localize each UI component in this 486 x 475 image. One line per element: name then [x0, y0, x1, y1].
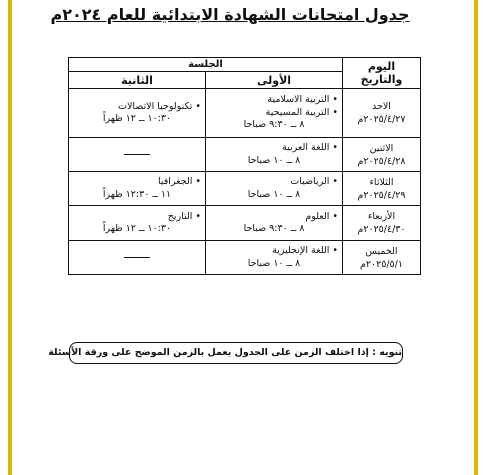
table-row: [69, 172, 421, 206]
exam-time: ٨ ــ ١٠ صباحا: [247, 257, 301, 269]
header-first-session: الأولى: [206, 72, 343, 89]
table-row: [69, 241, 421, 275]
page-border-left: [8, 0, 12, 475]
first-session-cell: [206, 89, 343, 138]
day-cell: [343, 172, 421, 206]
second-session-cell: [69, 172, 206, 206]
day-cell: [343, 206, 421, 241]
subject: • الرياضيات: [210, 176, 338, 189]
subject: • اللغة العربية: [210, 142, 338, 155]
header-second-session: الثانية: [69, 72, 206, 89]
table-row: [69, 89, 421, 138]
exam-time: ٨ ــ ٩:٣٠ صباحا: [243, 223, 305, 234]
subject: • العلوم: [210, 211, 338, 224]
second-session-cell: [69, 89, 206, 138]
exam-time: ١١ ــ ١٢:٣٠ ظهراً: [102, 188, 172, 200]
day-name: الثلاثاء: [369, 176, 394, 188]
day-date: ٢٠٢٥/٤/٢٧م: [357, 114, 406, 125]
subject: • التربية المسيحية: [210, 107, 338, 120]
empty-dash: [124, 154, 150, 156]
subject: • التربية الاسلامية: [210, 94, 338, 107]
day-cell: [343, 138, 421, 172]
second-session-cell: [69, 138, 206, 172]
day-name: الخميس: [365, 245, 398, 257]
day-name: الاحد: [372, 101, 391, 112]
exam-time: ٨ ــ ٩:٣٠ صباحا: [243, 119, 305, 131]
exam-time: ١٠:٣٠ ــ ١٢ ظهراً: [102, 113, 172, 124]
header-day-date: اليوم والتاريخ: [343, 58, 421, 89]
subject: • التاريخ: [73, 211, 201, 224]
day-date: ٢٠٢٥/٤/٢٨م: [357, 155, 406, 167]
first-session-cell: [206, 138, 343, 172]
exam-time: ١٠:٣٠ ــ ١٢ ظهراً: [102, 223, 172, 234]
notice-box: تنويه : إذا اختلف الزمن على الجدول يعمل بالزمن الموضح على ورقة الأسئلة: [69, 342, 403, 364]
day-date: ٢٠٢٥/٤/٢٩م: [357, 189, 406, 201]
exam-time: ٨ ــ ١٠ صباحا: [247, 188, 301, 200]
first-session-cell: [206, 172, 343, 206]
day-cell: [343, 89, 421, 138]
page-title: جدول امتحانات الشهادة الابتدائية للعام ٢٠٢٤م: [50, 5, 410, 24]
day-name: الأربعاء: [367, 211, 396, 222]
empty-dash: [124, 257, 150, 259]
second-session-cell: [69, 241, 206, 275]
exam-time: ٨ ــ ١٠ صباحا: [247, 154, 301, 166]
table-row: [69, 138, 421, 172]
day-date: ٢٠٢٥/٥/١م: [360, 258, 403, 270]
day-cell: [343, 241, 421, 275]
second-session-cell: [69, 206, 206, 241]
day-name: الاثنين: [369, 142, 394, 154]
subject: • الجغرافيا: [73, 176, 201, 189]
table-row: [69, 206, 421, 241]
first-session-cell: [206, 206, 343, 241]
page-border-right: [474, 0, 478, 475]
subject: • تكنولوجيا الاتصالات: [73, 101, 201, 114]
exam-schedule-table: [68, 57, 421, 275]
first-session-cell: [206, 241, 343, 275]
header-session: الجلسة: [69, 58, 343, 72]
subject: • اللغة الإنجليزية: [210, 245, 338, 258]
day-date: ٢٠٢٥/٤/٣٠م: [357, 224, 406, 235]
